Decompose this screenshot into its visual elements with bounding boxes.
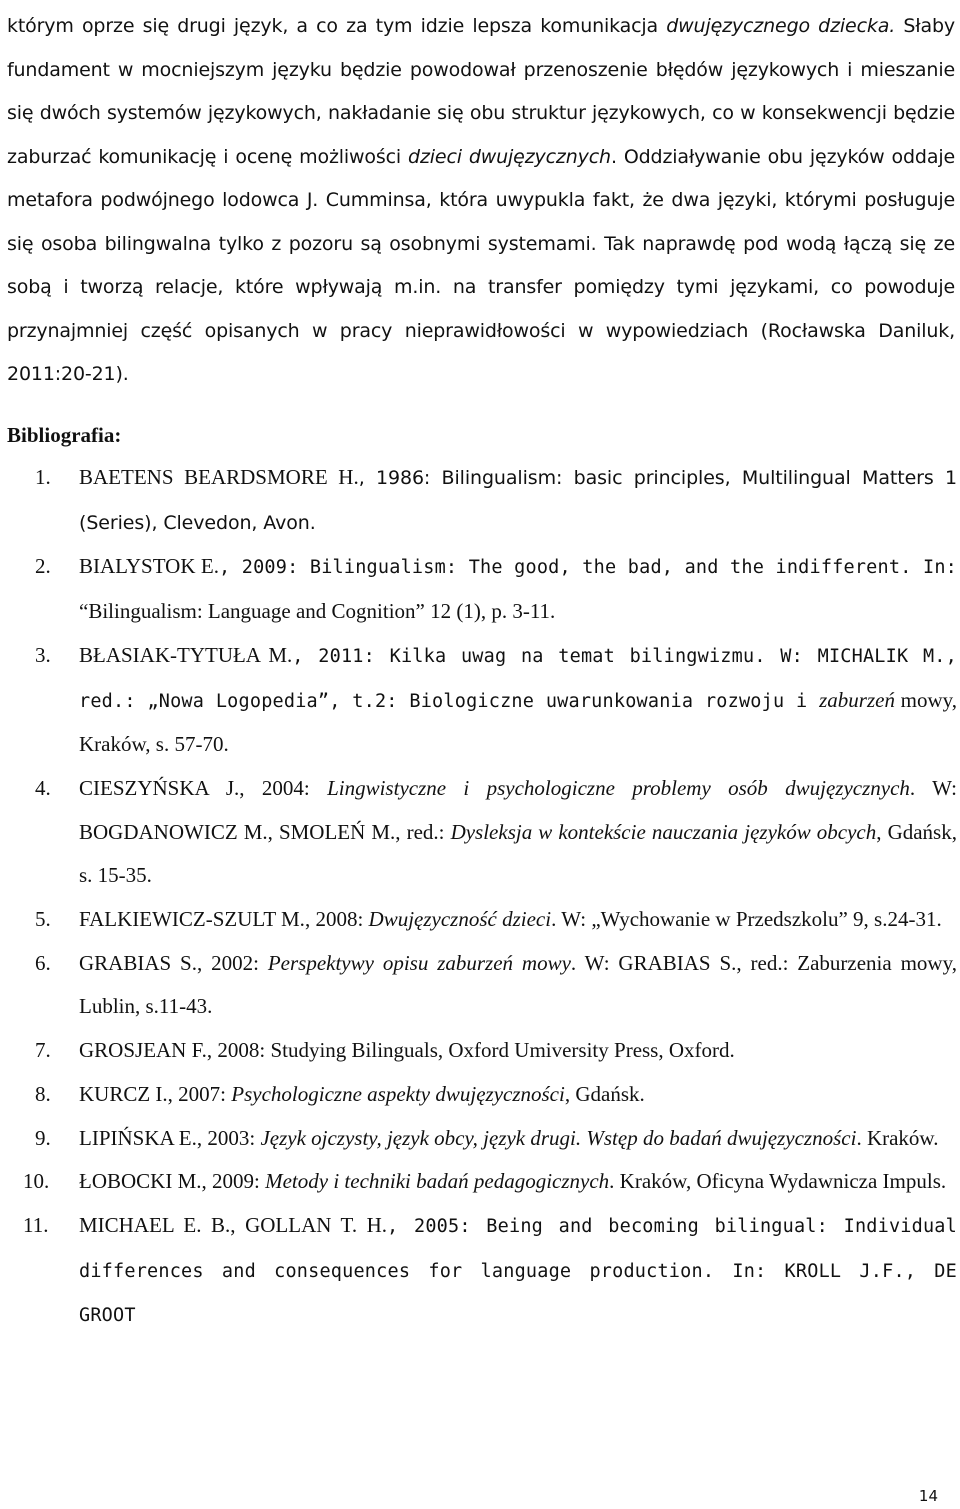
entry-title: Perspektywy opisu zaburzeń mowy [267,950,571,975]
entry-text: , 2005: Being and becoming bilingual: Individual differences and consequences for language production. In: KROLL J.F., DE GROOT [79,1215,957,1327]
author: BIALYSTOK E. [79,554,219,579]
author: FALKIEWICZ-SZULT M. [79,907,305,932]
entry-text: , 2011: Kilka uwag na temat bilingwizmu. W: MICHALIK M., red.: „Nowa Logopedia”, t.2: Biologiczne uwarunkowania rozwoju i [79,645,957,712]
author: ŁOBOCKI M. [79,1169,202,1194]
entry-text: , 2004: [239,775,328,800]
item-number: 1. [35,465,51,489]
entry-text: . W: „Wychowanie w Przedszkolu” 9, s.24-31. [551,907,942,932]
entry-text: , 2007: [167,1081,232,1106]
item-number: 4. [35,775,51,800]
bibliography-item [7,545,957,633]
entry-text: , 2003: [196,1125,261,1150]
bibliography-item [7,898,957,942]
entry-title: Lingwistyczne i psychologiczne problemy osób dwujęzycznych [327,775,910,800]
bibliography-item [7,1029,957,1073]
bibliography-item [7,942,957,1029]
bibliography-list [7,456,957,1338]
item-number: 10. [23,1169,50,1194]
author: KURCZ I. [79,1081,168,1106]
item-number: 5. [35,907,51,932]
item-number: 6. [35,950,51,975]
text-run: . Oddziaływanie obu języków oddaje metafora podwójnego lodowca J. Cumminsa, która uwypukla fakt, że dwa języki, którymi posługuje się osoba bilingwalna tylko z pozoru są osobnymi systemami. Tak naprawdę pod wodą łączą się ze sobą i tworzą relacje, które wpływają m.in. na transfer pomiędzy tymi językami, co powoduje przynajmniej część opisanych w pracy nieprawidłowości w wypowiedziach (Rocławska Daniluk, 2011:20-21). [7,145,955,385]
author: BŁASIAK-TYTUŁA M. [79,642,293,667]
bibliography-item [7,1073,957,1117]
entry-text: , Gdańsk. [564,1081,645,1106]
entry-text: , 2009: [201,1169,266,1194]
entry-text: . Kraków. [856,1125,939,1150]
entry-text: , 2008: Studying Bilinguals, Oxford Umiversity Press, Oxford. [206,1038,735,1063]
text-run: Słaby fundament w mocniejszym języku będzie powodował przenoszenie błędów językowych i mieszanie się dwóch systemów językowych, nakładanie się obu struktur językowych, co w konsekwencji będzie zaburzać komunikację i ocenę możliwości [7,15,955,168]
entry-text: , 2008: [304,907,369,932]
item-number: 9. [35,1125,51,1150]
entry-text: “Bilingualism: Language and Cognition” 12 (1), p. 3-11. [79,599,556,624]
author: MICHAEL E. B., GOLLAN T. H. [79,1212,388,1237]
entry-text: , 2009: Bilingualism: The good, the bad, and the indifferent. In: [218,557,957,579]
text-run: którym oprze się drugi język, a co za tym idzie lepsza komunikacja [7,15,667,37]
body-paragraph [7,5,955,397]
author: LIPIŃSKA E. [79,1125,197,1150]
entry-text: . Kraków, Oficyna Wydawnicza Impuls. [609,1169,947,1194]
entry-text: . W: GRABIAS S., red.: Zaburzenia mowy, Lublin, s.11-43. [79,950,957,1019]
item-number: 3. [35,642,51,667]
bibliography-item [7,1117,957,1161]
author: GROSJEAN F. [79,1038,207,1063]
entry-text: , 1986: Bilingualism: basic principles, Multilingual Matters 1 (Series), Clevedon, Avon. [79,467,957,534]
author: BAETENS BEARDSMORE H. [79,465,359,489]
entry-title: Psychologiczne aspekty dwujęzyczności [231,1081,565,1106]
entry-text: . W: BOGDANOWICZ M., SMOLEŃ M., red.: [79,775,958,844]
item-number: 11. [23,1212,49,1237]
author: GRABIAS S. [79,950,197,975]
entry-title: Dysleksja w kontekście nauczania języków obcych [450,819,877,844]
text-run: dzieci dwujęzycznych [408,145,611,168]
entry-title: Język ojczysty, język obcy, język drugi. Wstęp do badań dwujęzyczności [260,1125,857,1150]
text-run: dwujęzycznego dziecka. [666,15,896,37]
entry-text: , Gdańsk, s. 15-35. [79,819,957,888]
bibliography-item [7,1160,957,1204]
bibliography-item [7,1204,957,1338]
bibliography-item [7,456,957,545]
author: CIESZYŃSKA J. [79,775,240,800]
bibliography-item [7,767,957,898]
bibliography-heading: Bibliografia: [7,423,122,447]
entry-text: , 2002: [196,950,268,975]
page-number: 14 [918,1487,938,1505]
bibliography-item [7,634,957,767]
entry-text: zaburzeń [819,687,895,712]
entry-title: Metody i techniki badań pedagogicznych [265,1169,610,1194]
entry-title: Dwujęzyczność dzieci [368,907,552,932]
item-number: 2. [35,554,51,579]
item-number: 7. [35,1038,51,1063]
item-number: 8. [35,1081,51,1106]
entry-text: mowy, Kraków, s. 57-70. [79,687,957,757]
